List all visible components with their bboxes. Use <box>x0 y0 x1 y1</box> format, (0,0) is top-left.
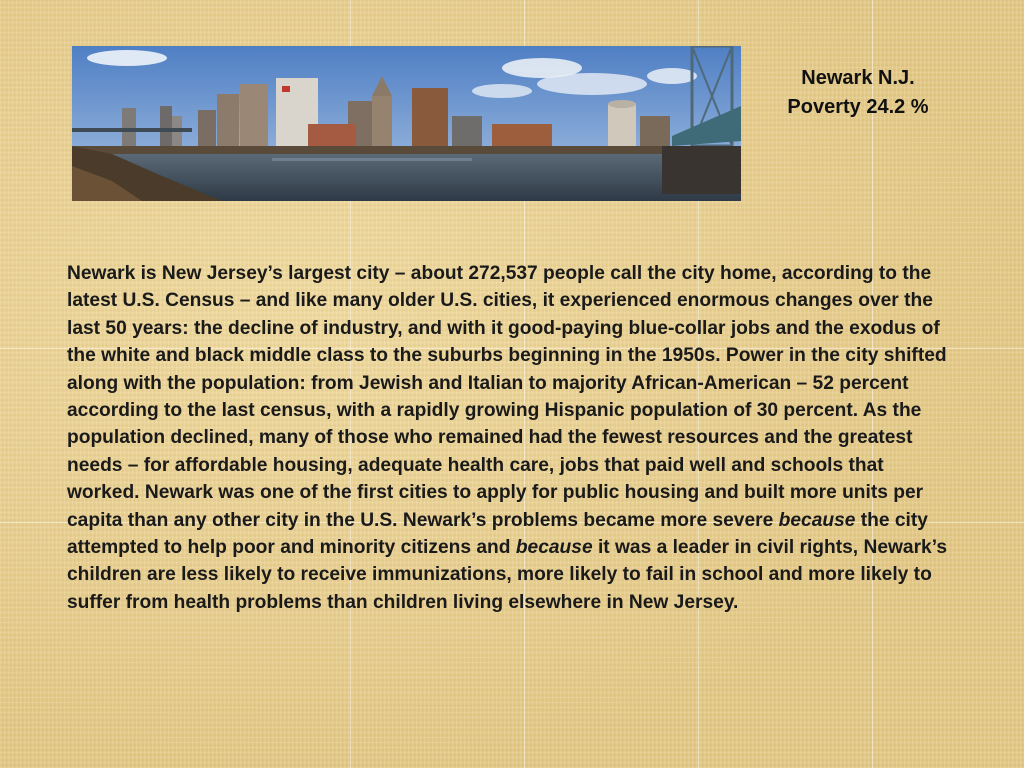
body-text-part1: Newark is New Jersey’s largest city – about 272,537 people call the city home, according to the latest U.S. Census – and like many older U.S. cities, it experienced enormous changes over the last 50 years: the decline of industry, and with it good-paying blue-collar jobs and the exodus of the white and black middle class to the suburbs beginning in the 1950s. Power in the city shifted along with the population: from Jewish and Italian to majority African-American – 52 percent according to the last census, with a rapidly growing Hispanic population of 30 percent. As the population declined, many of those who remained had the fewest resources and the greatest needs – for affordable housing, adequate health care, jobs that paid well and schools that worked. Newark was one of the first cities to apply for public housing and built more units per capita than any other city in the U.S. Newark’s problems became more severe <box>67 263 947 531</box>
newark-skyline-photo <box>72 46 741 201</box>
title-poverty-rate: Poverty 24.2 % <box>787 96 929 118</box>
body-emphasis-because: because <box>515 537 593 559</box>
body-paragraph <box>67 260 947 616</box>
title-city: Newark N.J. <box>801 67 915 89</box>
body-text-part3: it was a leader in civil rights, Newark’s children are less likely to receive immunizations, more likely to fail in school and more likely to suffer from health problems than children living elsewhere in New Jersey. <box>67 537 948 613</box>
body-text-part2: the city attempted to help poor and minority citizens and <box>67 509 928 559</box>
slide-title <box>760 64 956 122</box>
body-emphasis-because: because <box>778 509 856 531</box>
